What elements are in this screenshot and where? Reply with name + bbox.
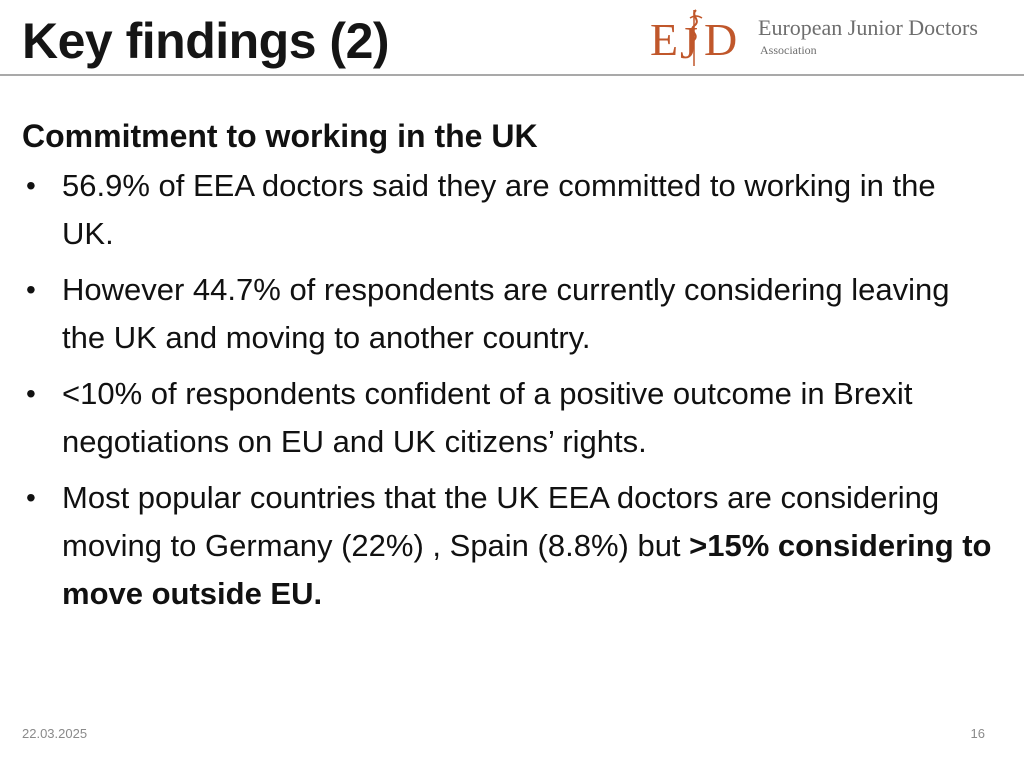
- logo-organization-subtitle: Association: [760, 43, 817, 57]
- bullet-item: [22, 474, 992, 618]
- slide-title: Key findings (2): [22, 13, 390, 69]
- bullet-text: 56.9% of EEA doctors said they are committed to working in the UK.: [62, 168, 936, 251]
- footer-date: 22.03.2025: [22, 726, 88, 741]
- page-number: 16: [970, 726, 985, 741]
- svg-text:E: E: [650, 14, 679, 65]
- logo-organization-name: European Junior Doctors: [758, 15, 978, 40]
- title-divider: [0, 74, 1024, 76]
- svg-text:J: J: [680, 17, 698, 68]
- bullet-text: <10% of respondents confident of a positive outcome in Brexit negotiations on EU and UK citizens’ rights.: [62, 376, 913, 459]
- bullet-emphasis-text: >15% considering to move outside EU.: [62, 528, 992, 611]
- bullet-icon: •: [26, 482, 36, 513]
- ejd-logo-mark: [650, 8, 746, 74]
- bullet-item: [22, 162, 992, 258]
- bullet-icon: •: [26, 170, 36, 201]
- organization-logo: [650, 8, 1000, 74]
- bullet-icon: •: [26, 378, 36, 409]
- bullet-icon: •: [26, 274, 36, 305]
- section-heading: Commitment to working in the UK: [22, 118, 538, 154]
- bullet-text: However 44.7% of respondents are currently considering leaving the UK and moving to another country.: [62, 272, 950, 355]
- bullet-item: [22, 370, 992, 466]
- bullet-item: [22, 266, 992, 362]
- slide-content: [22, 112, 992, 626]
- bullet-text: Most popular countries that the UK EEA doctors are considering moving to Germany (22%) , Spain (8.8%) but: [62, 480, 940, 563]
- svg-text:D: D: [704, 14, 738, 65]
- bullet-list: [22, 162, 992, 618]
